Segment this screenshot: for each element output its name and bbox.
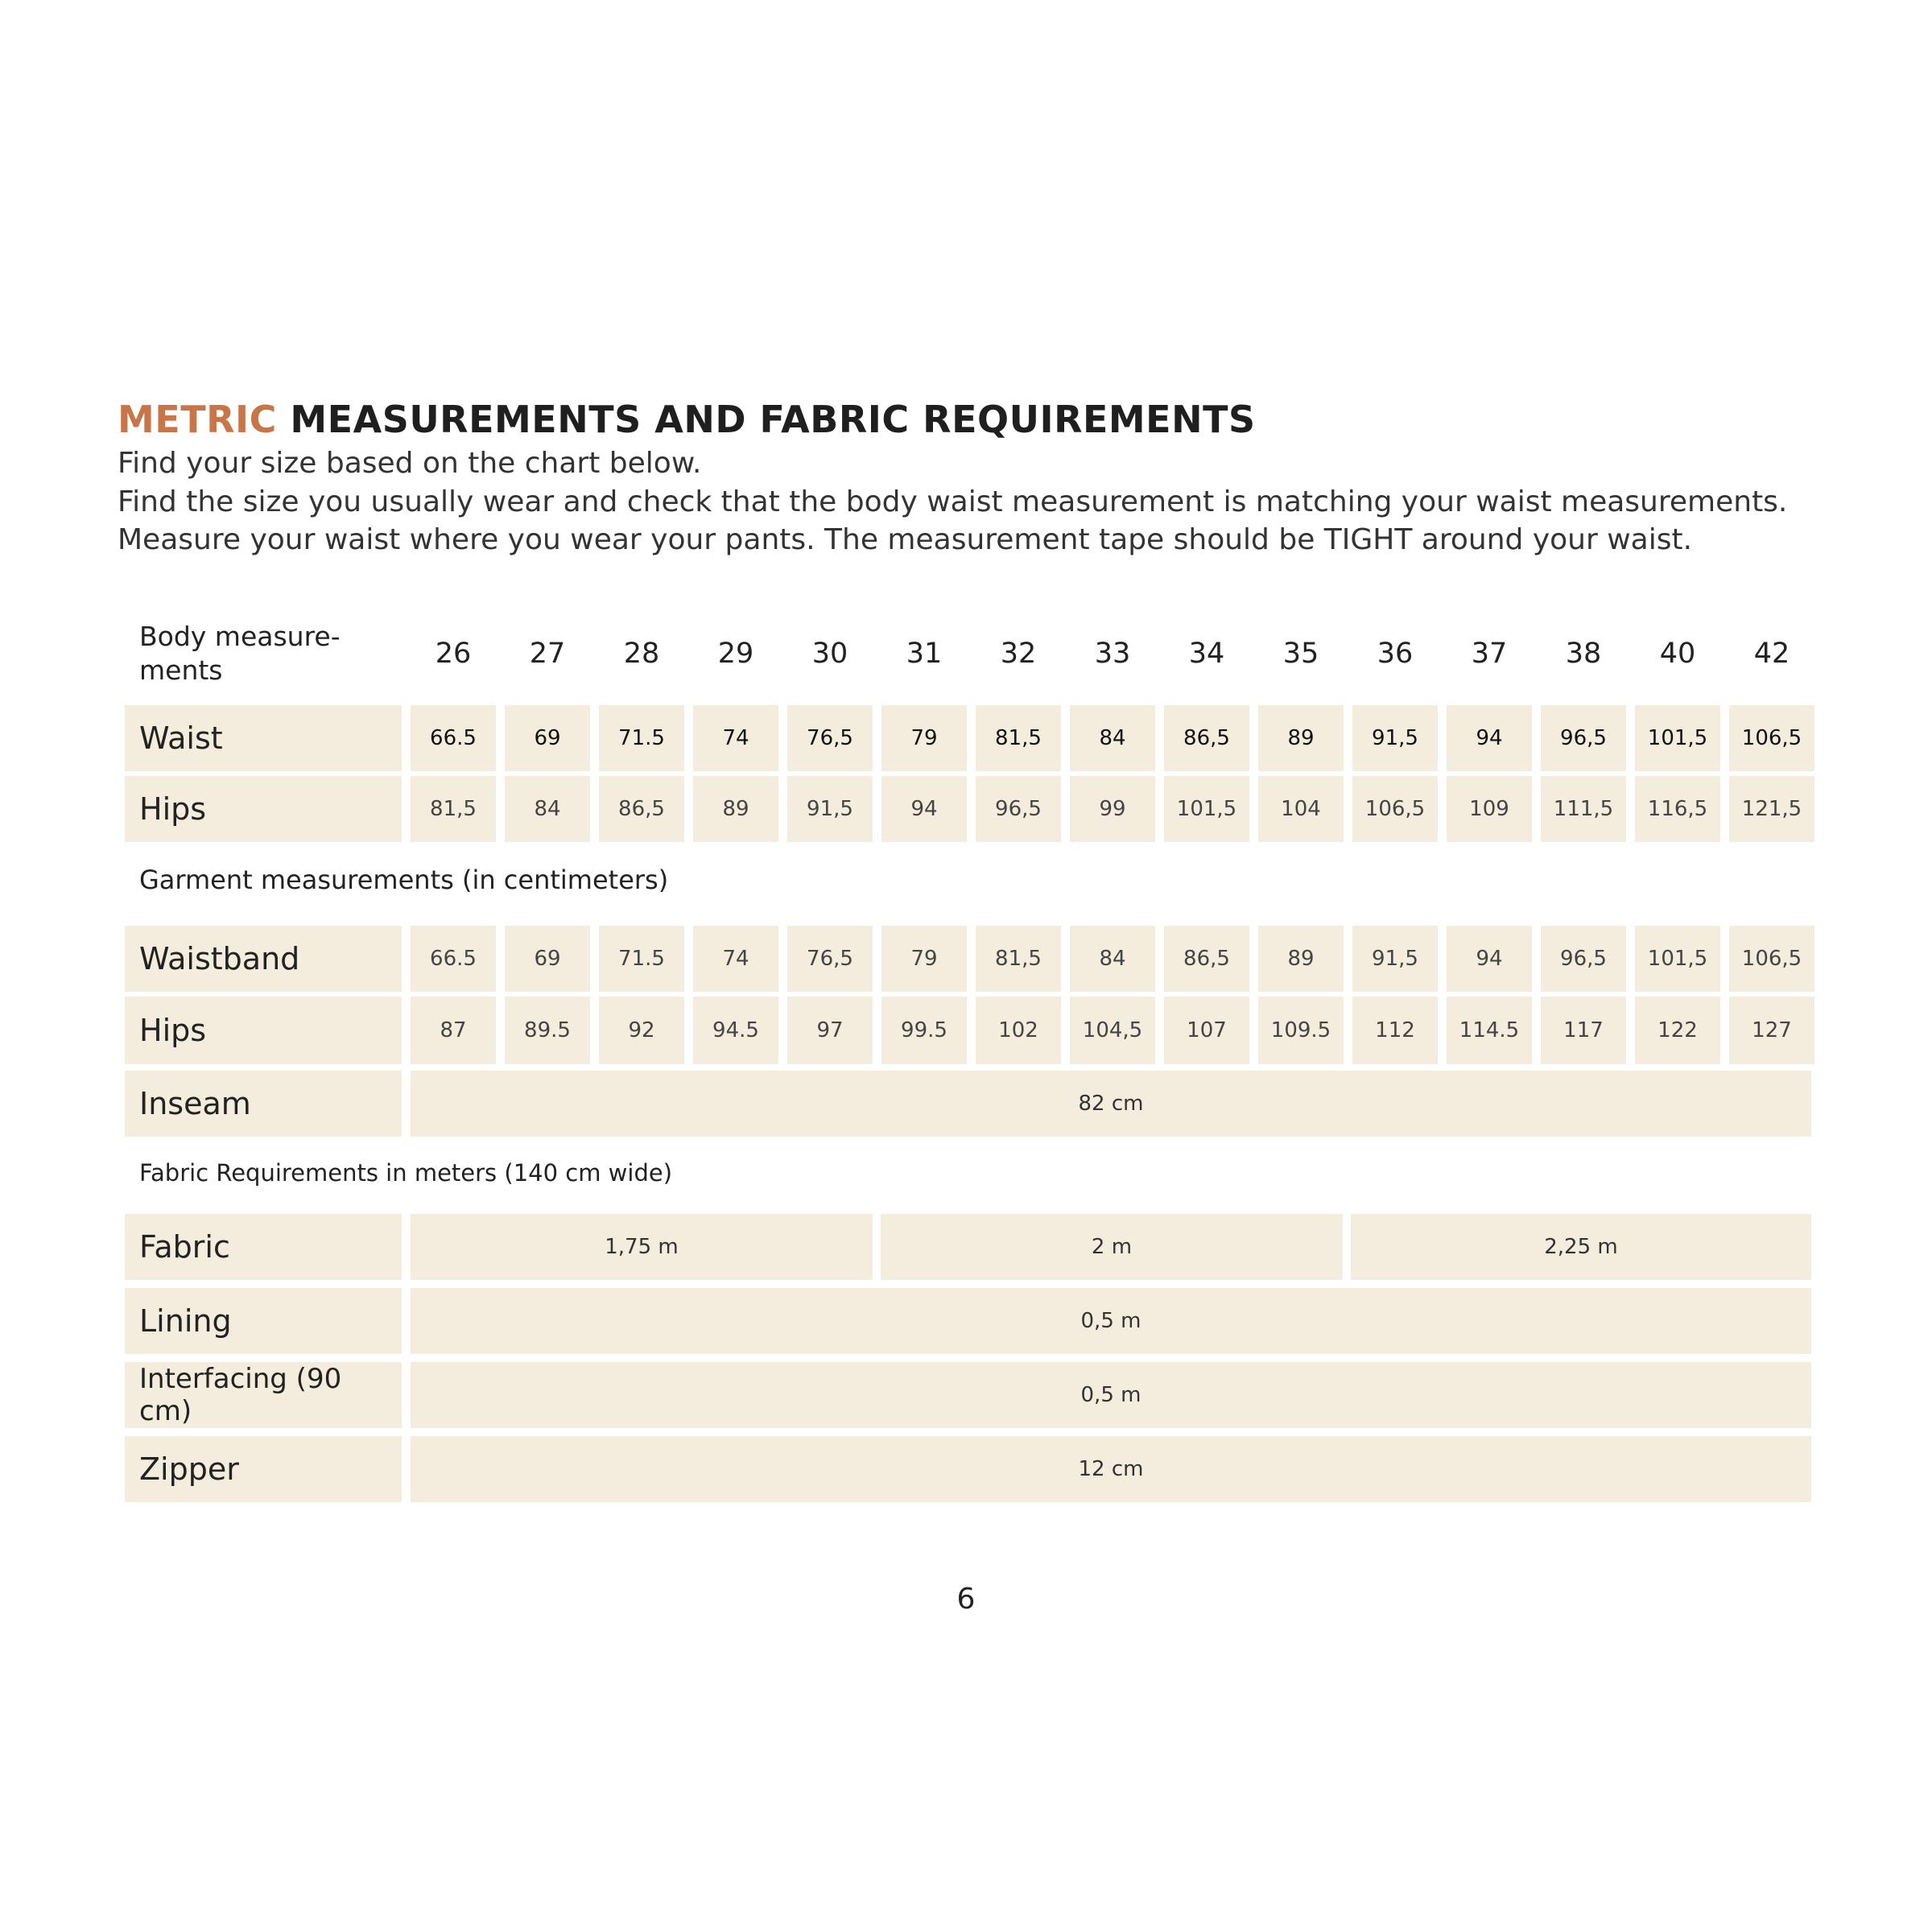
measurement-cell: 107	[1164, 997, 1249, 1064]
measurement-cell: 84	[505, 776, 590, 842]
measurement-cell: 74	[693, 705, 778, 771]
heading-rest: MEASUREMENTS AND FABRIC REQUIREMENTS	[276, 398, 1256, 441]
measurement-cell: 69	[505, 926, 590, 992]
measurement-cell: 96,5	[1541, 926, 1626, 992]
measurement-cell: 109	[1447, 776, 1532, 842]
lining-row	[0, 1288, 1932, 1354]
measurement-cell: 111,5	[1541, 776, 1626, 842]
measurement-cell: 106,5	[1352, 776, 1438, 842]
measurement-cell: 87	[411, 997, 496, 1064]
size-header: 37	[1471, 638, 1508, 670]
measurement-cell: 91,5	[1352, 926, 1438, 992]
measurement-cell: 74	[693, 926, 778, 992]
measurement-cell: 89	[693, 776, 778, 842]
fabric-section-title: Fabric Requirements in meters (140 cm wide)	[139, 1159, 673, 1187]
measurement-cell: 104	[1258, 776, 1344, 842]
measurement-cell: 106,5	[1729, 926, 1814, 992]
row-label: Hips	[125, 776, 402, 842]
row-label: Waistband	[125, 926, 402, 992]
size-header: 40	[1659, 638, 1696, 670]
measurement-cell: 91,5	[1352, 705, 1438, 771]
body-row-waist	[0, 705, 1932, 771]
size-header: 34	[1188, 638, 1225, 670]
measurement-cell: 94	[881, 776, 967, 842]
intro-line: Find the size you usually wear and check that the body waist measurement is matching your waist measurements.	[118, 485, 1788, 518]
measurement-cell: 89.5	[505, 997, 590, 1064]
size-header: 31	[906, 638, 943, 670]
body-row-hips	[0, 776, 1932, 842]
fabric-value: 2,25 m	[1351, 1214, 1811, 1280]
lining-value: 0,5 m	[411, 1288, 1811, 1354]
size-header: 30	[811, 638, 848, 670]
measurement-cell: 81,5	[976, 705, 1061, 771]
measurement-cell: 81,5	[976, 926, 1061, 992]
row-label: Lining	[125, 1288, 402, 1354]
measurement-cell: 84	[1070, 705, 1155, 771]
measurement-cell: 96,5	[1541, 705, 1626, 771]
intro-line: Measure your waist where you wear your pants. The measurement tape should be TIGHT around your waist.	[118, 523, 1693, 556]
interfacing-row	[0, 1362, 1932, 1428]
measurement-cell: 79	[881, 705, 967, 771]
garment-row-hips	[0, 997, 1932, 1064]
measurement-cell: 99.5	[881, 997, 967, 1064]
measurement-cell: 76,5	[787, 705, 873, 771]
measurement-cell: 94	[1447, 926, 1532, 992]
body-measurements-label: Body measure- ments	[139, 621, 341, 686]
fabric-value: 2 m	[881, 1214, 1343, 1280]
measurement-cell: 86,5	[1164, 705, 1249, 771]
size-header: 38	[1565, 638, 1602, 670]
measurement-cell: 114.5	[1447, 997, 1532, 1064]
measurement-cell: 79	[881, 926, 967, 992]
fabric-value: 1,75 m	[411, 1214, 873, 1280]
size-header: 26	[435, 638, 472, 670]
measurement-cell: 121,5	[1729, 776, 1814, 842]
measurement-cell: 89	[1258, 705, 1344, 771]
size-header: 35	[1282, 638, 1319, 670]
measurement-cell: 102	[976, 997, 1061, 1064]
measurement-cell: 69	[505, 705, 590, 771]
measurement-cell: 101,5	[1635, 705, 1720, 771]
measurement-cell: 66.5	[411, 926, 496, 992]
page-title	[118, 398, 1256, 441]
size-header: 29	[717, 638, 754, 670]
intro-text	[118, 444, 1787, 559]
measurement-cell: 112	[1352, 997, 1438, 1064]
measurement-cell: 89	[1258, 926, 1344, 992]
measurement-cell: 127	[1729, 997, 1814, 1064]
size-header: 28	[623, 638, 660, 670]
size-header: 33	[1094, 638, 1131, 670]
measurement-cell: 66.5	[411, 705, 496, 771]
measurement-cell: 94.5	[693, 997, 778, 1064]
measurement-cell: 91,5	[787, 776, 873, 842]
measurement-cell: 117	[1541, 997, 1626, 1064]
measurement-cell: 84	[1070, 926, 1155, 992]
page-number: 6	[956, 1583, 976, 1616]
row-label: Waist	[125, 705, 402, 771]
heading-accent: METRIC	[118, 398, 277, 441]
intro-line: Find your size based on the chart below.	[118, 447, 702, 480]
size-header: 27	[529, 638, 566, 670]
measurement-cell: 106,5	[1729, 705, 1814, 771]
measurement-cell: 109.5	[1258, 997, 1344, 1064]
measurement-cell: 97	[787, 997, 873, 1064]
interfacing-value: 0,5 m	[411, 1362, 1811, 1428]
measurement-cell: 116,5	[1635, 776, 1720, 842]
measurement-cell: 101,5	[1164, 776, 1249, 842]
zipper-row	[0, 1436, 1932, 1502]
measurement-cell: 104,5	[1070, 997, 1155, 1064]
measurement-cell: 71.5	[599, 705, 684, 771]
garment-row-inseam	[0, 1071, 1932, 1137]
measurement-cell: 122	[1635, 997, 1720, 1064]
row-label: Zipper	[125, 1436, 402, 1502]
garment-row-waistband	[0, 926, 1932, 992]
measurement-cell: 94	[1447, 705, 1532, 771]
size-header: 36	[1377, 638, 1414, 670]
measurement-cell: 86,5	[599, 776, 684, 842]
size-header: 32	[1000, 638, 1037, 670]
measurement-cell: 92	[599, 997, 684, 1064]
size-header-row	[0, 620, 1932, 692]
row-label: Fabric	[125, 1214, 402, 1280]
size-header: 42	[1753, 638, 1790, 670]
measurement-cell: 96,5	[976, 776, 1061, 842]
measurement-cell: 81,5	[411, 776, 496, 842]
row-label: Interfacing (90 cm)	[125, 1362, 402, 1428]
fabric-row	[0, 1214, 1932, 1280]
measurement-cell: 86,5	[1164, 926, 1249, 992]
measurement-cell: 71.5	[599, 926, 684, 992]
garment-section-title: Garment measurements (in centimeters)	[139, 865, 669, 895]
measurement-cell: 99	[1070, 776, 1155, 842]
row-label: Inseam	[125, 1071, 402, 1137]
measurement-cell: 101,5	[1635, 926, 1720, 992]
row-label: Hips	[125, 997, 402, 1064]
measurement-cell: 76,5	[787, 926, 873, 992]
inseam-value: 82 cm	[411, 1071, 1811, 1137]
zipper-value: 12 cm	[411, 1436, 1811, 1502]
